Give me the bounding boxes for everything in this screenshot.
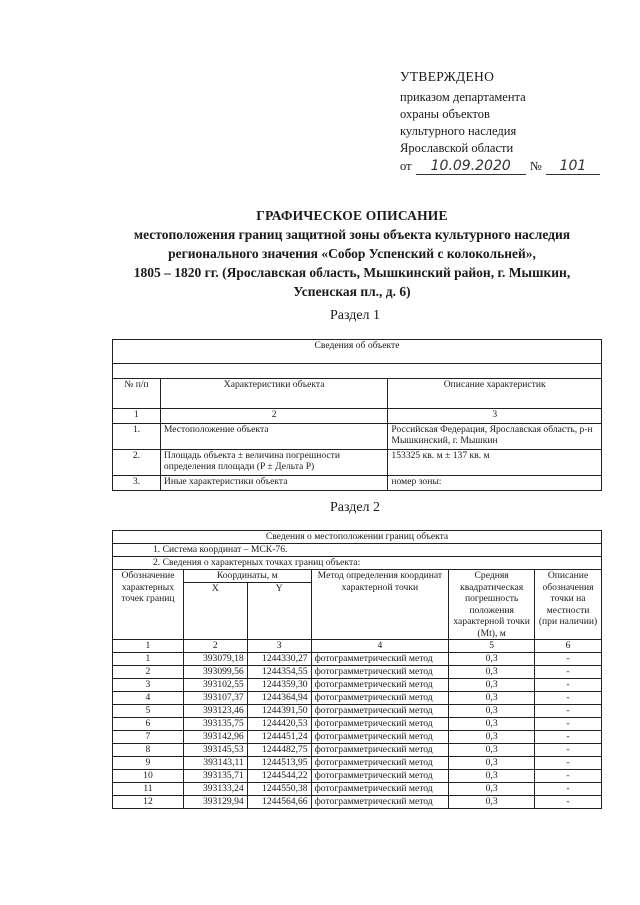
- col-index: 1: [113, 409, 161, 424]
- table-row: [113, 424, 602, 450]
- x-coord: 393107,37: [183, 692, 247, 705]
- col-index: 3: [388, 409, 602, 424]
- col-index: 5: [449, 640, 535, 653]
- table-row: [113, 653, 602, 666]
- approval-heading: УТВЕРЖДЕНО: [400, 69, 495, 84]
- x-coord: 393099,56: [183, 666, 247, 679]
- col-header-method: Метод определения координат характерной точки: [311, 570, 449, 640]
- row-desc: Российская Федерация, Ярославская область, р-н Мышкинский, г. Мышкин: [388, 424, 602, 450]
- y-coord: 1244364,94: [247, 692, 311, 705]
- table-row: [113, 679, 602, 692]
- x-coord: 393133,24: [183, 783, 247, 796]
- point-label: 6: [113, 718, 184, 731]
- col-index: 2: [183, 640, 247, 653]
- row-desc: 153325 кв. м ± 137 кв. м: [388, 450, 602, 476]
- col-index: 3: [247, 640, 311, 653]
- description: -: [535, 705, 602, 718]
- col-header-point: Обозначение характерных точек границ: [113, 570, 184, 640]
- table-title: Сведения об объекте: [113, 340, 602, 364]
- method: фотограмметрический метод: [311, 666, 449, 679]
- method: фотограмметрический метод: [311, 705, 449, 718]
- approval-block: [400, 68, 600, 175]
- table-title: Сведения о местоположении границ объекта: [113, 531, 602, 544]
- col-header-coords: Координаты, м: [183, 570, 311, 583]
- col-index: 1: [113, 640, 184, 653]
- document-title: [92, 206, 612, 301]
- boundary-points-table: [112, 530, 602, 809]
- accuracy: 0,3: [449, 653, 535, 666]
- point-label: 4: [113, 692, 184, 705]
- y-coord: 1244564,66: [247, 796, 311, 809]
- table-row: [113, 757, 602, 770]
- approval-line: охраны объектов: [400, 107, 490, 121]
- row-num: 2.: [113, 450, 161, 476]
- col-header-description: Описание обозначения точки на местности (при наличии): [535, 570, 602, 640]
- table-row: [113, 770, 602, 783]
- x-coord: 393143,11: [183, 757, 247, 770]
- method: фотограмметрический метод: [311, 783, 449, 796]
- x-coord: 393079,18: [183, 653, 247, 666]
- description: -: [535, 770, 602, 783]
- method: фотограмметрический метод: [311, 770, 449, 783]
- y-coord: 1244544,22: [247, 770, 311, 783]
- x-coord: 393123,46: [183, 705, 247, 718]
- method: фотограмметрический метод: [311, 679, 449, 692]
- accuracy: 0,3: [449, 744, 535, 757]
- x-coord: 393102,55: [183, 679, 247, 692]
- title-line: ГРАФИЧЕСКОЕ ОПИСАНИЕ: [256, 208, 448, 223]
- approval-line: культурного наследия: [400, 124, 517, 138]
- title-line: Успенская пл., д. 6): [293, 284, 411, 299]
- point-label: 2: [113, 666, 184, 679]
- approval-line: Ярославской области: [400, 141, 514, 155]
- accuracy: 0,3: [449, 757, 535, 770]
- col-index: 2: [160, 409, 388, 424]
- y-coord: 1244482,75: [247, 744, 311, 757]
- method: фотограмметрический метод: [311, 731, 449, 744]
- object-info-table: [112, 339, 602, 491]
- point-label: 7: [113, 731, 184, 744]
- points-body: [113, 653, 602, 809]
- description: -: [535, 666, 602, 679]
- points-title: 2. Сведения о характерных точках границ объекта:: [113, 557, 602, 570]
- from-label: от: [400, 159, 412, 173]
- table-row: [113, 666, 602, 679]
- col-index: 4: [311, 640, 449, 653]
- table-row: [113, 705, 602, 718]
- col-index: 6: [535, 640, 602, 653]
- table-row: [113, 718, 602, 731]
- approval-date: 10.09.2020: [416, 158, 526, 175]
- accuracy: 0,3: [449, 666, 535, 679]
- accuracy: 0,3: [449, 783, 535, 796]
- method: фотограмметрический метод: [311, 744, 449, 757]
- point-label: 3: [113, 679, 184, 692]
- table-row: [113, 796, 602, 809]
- number-label: №: [529, 159, 542, 173]
- y-coord: 1244550,38: [247, 783, 311, 796]
- y-coord: 1244513,95: [247, 757, 311, 770]
- y-coord: 1244391,50: [247, 705, 311, 718]
- accuracy: 0,3: [449, 770, 535, 783]
- description: -: [535, 757, 602, 770]
- method: фотограмметрический метод: [311, 718, 449, 731]
- description: -: [535, 796, 602, 809]
- col-header-x: X: [183, 583, 247, 640]
- col-header-num: № п/п: [113, 379, 161, 409]
- title-line: регионального значения «Собор Успенский с колокольней»,: [168, 246, 536, 261]
- x-coord: 393145,53: [183, 744, 247, 757]
- section2-heading: Раздел 2: [329, 500, 381, 515]
- description: -: [535, 718, 602, 731]
- col-header-char: Характеристики объекта: [160, 379, 388, 409]
- col-header-y: Y: [247, 583, 311, 640]
- row-num: 3.: [113, 476, 161, 491]
- y-coord: 1244359,30: [247, 679, 311, 692]
- accuracy: 0,3: [449, 718, 535, 731]
- col-header-accuracy: Средняя квадратическая погрешность положения характерной точки (Mt), м: [449, 570, 535, 640]
- x-coord: 393129,94: [183, 796, 247, 809]
- point-label: 9: [113, 757, 184, 770]
- accuracy: 0,3: [449, 692, 535, 705]
- table-row: [113, 450, 602, 476]
- description: -: [535, 653, 602, 666]
- row-char: Местоположение объекта: [160, 424, 388, 450]
- point-label: 5: [113, 705, 184, 718]
- point-label: 1: [113, 653, 184, 666]
- x-coord: 393135,75: [183, 718, 247, 731]
- row-num: 1.: [113, 424, 161, 450]
- table-row: [113, 692, 602, 705]
- section1-heading: Раздел 1: [329, 308, 381, 323]
- point-label: 11: [113, 783, 184, 796]
- accuracy: 0,3: [449, 796, 535, 809]
- point-label: 12: [113, 796, 184, 809]
- accuracy: 0,3: [449, 705, 535, 718]
- table-row: [113, 731, 602, 744]
- point-label: 8: [113, 744, 184, 757]
- y-coord: 1244330,27: [247, 653, 311, 666]
- approval-line: приказом департамента: [400, 90, 526, 104]
- title-line: 1805 – 1820 гг. (Ярославская область, Мышкинский район, г. Мышкин,: [133, 265, 571, 280]
- x-coord: 393142,96: [183, 731, 247, 744]
- method: фотограмметрический метод: [311, 796, 449, 809]
- y-coord: 1244354,55: [247, 666, 311, 679]
- method: фотограмметрический метод: [311, 757, 449, 770]
- description: -: [535, 692, 602, 705]
- approval-number: 101: [546, 158, 600, 175]
- table-row: [113, 744, 602, 757]
- accuracy: 0,3: [449, 731, 535, 744]
- approval-date-line: [400, 158, 600, 175]
- description: -: [535, 731, 602, 744]
- col-header-desc: Описание характеристик: [388, 379, 602, 409]
- point-label: 10: [113, 770, 184, 783]
- description: -: [535, 744, 602, 757]
- x-coord: 393135,71: [183, 770, 247, 783]
- y-coord: 1244420,53: [247, 718, 311, 731]
- accuracy: 0,3: [449, 679, 535, 692]
- table-row: [113, 476, 602, 491]
- row-char: Площадь объекта ± величина погрешности определения площади (P ± Дельта P): [160, 450, 388, 476]
- row-char: Иные характеристики объекта: [160, 476, 388, 491]
- y-coord: 1244451,24: [247, 731, 311, 744]
- description: -: [535, 783, 602, 796]
- title-line: местоположения границ защитной зоны объекта культурного наследия: [133, 227, 571, 242]
- row-desc: номер зоны:: [388, 476, 602, 491]
- description: -: [535, 679, 602, 692]
- method: фотограмметрический метод: [311, 692, 449, 705]
- table-row: [113, 783, 602, 796]
- coord-system: 1. Система координат – МСК-76.: [113, 544, 602, 557]
- method: фотограмметрический метод: [311, 653, 449, 666]
